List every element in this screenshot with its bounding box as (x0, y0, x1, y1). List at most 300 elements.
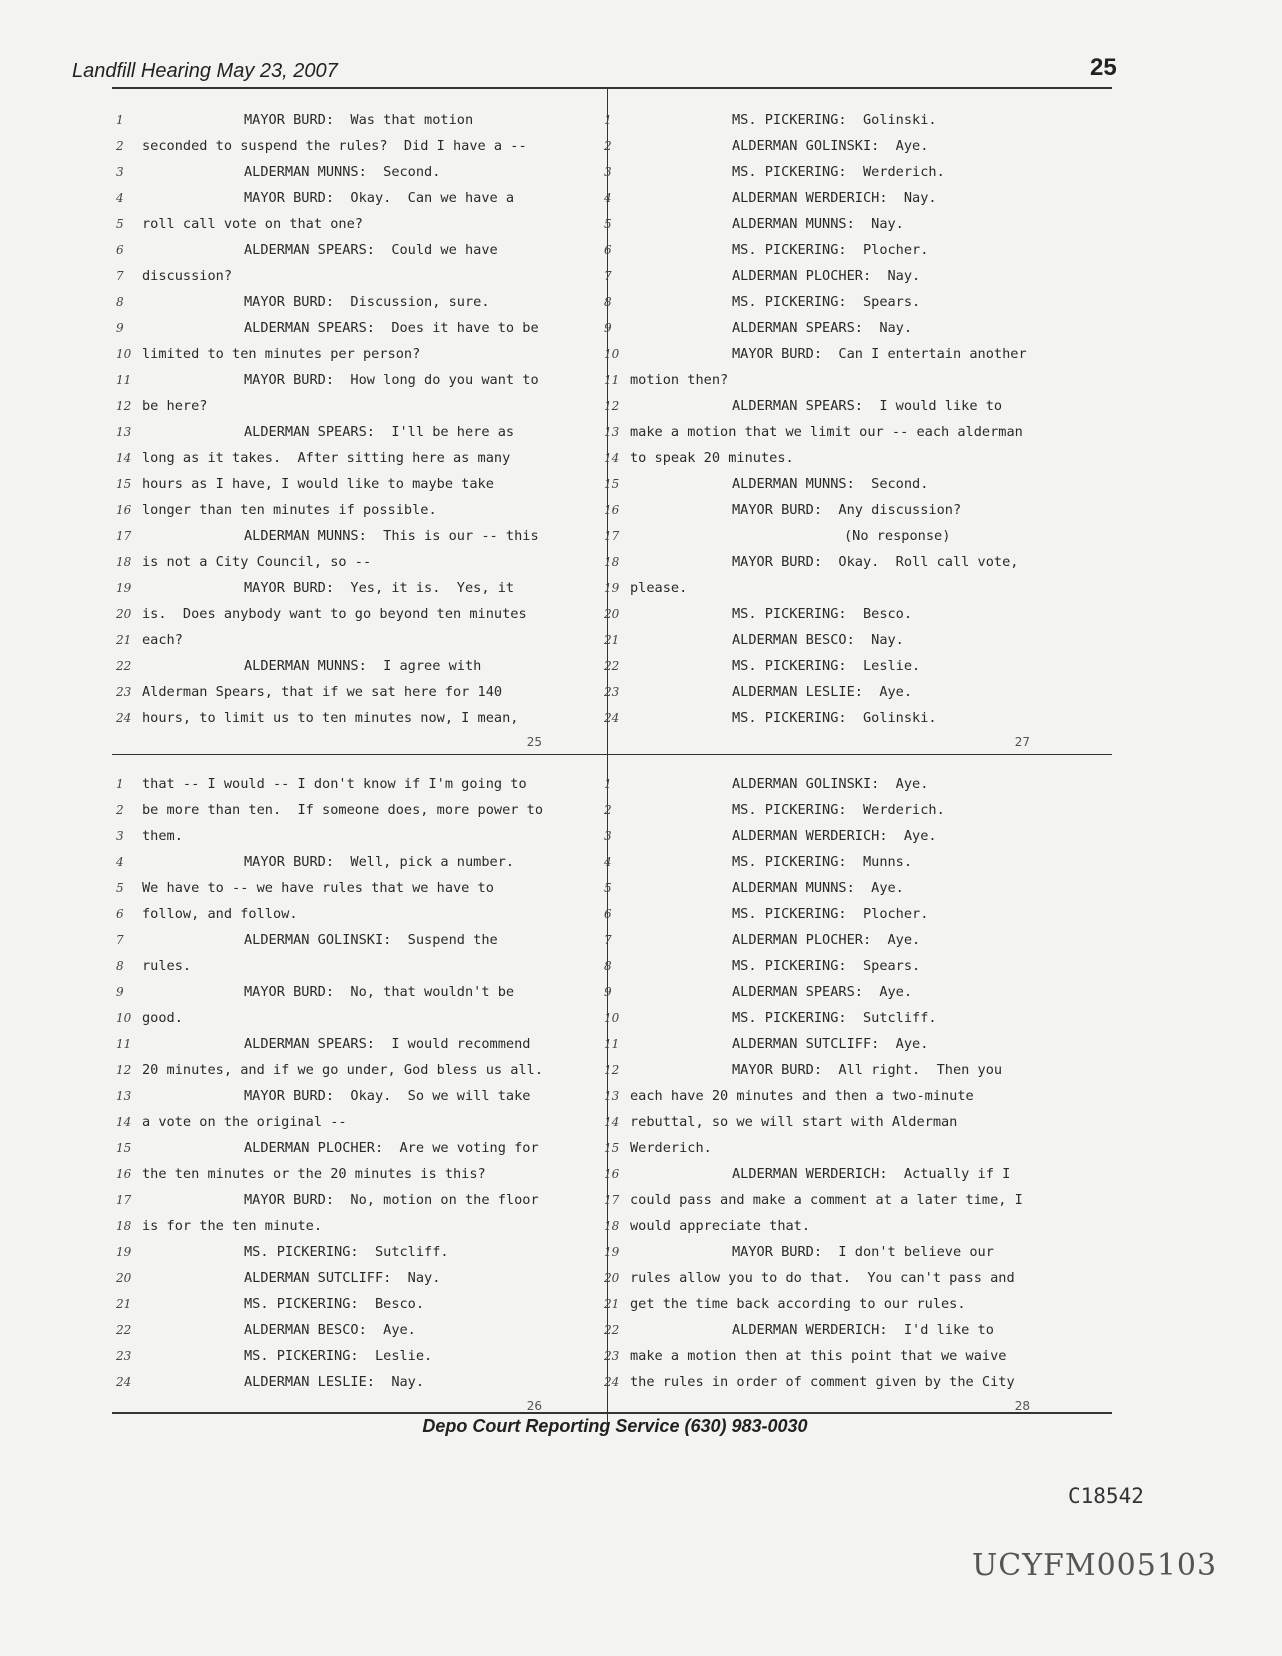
line-number: 24 (116, 711, 132, 725)
line-number: 20 (116, 607, 132, 621)
line-text: MAYOR BURD: How long do you want to (244, 372, 539, 388)
transcript-line (604, 875, 1034, 901)
transcript-line (116, 1031, 546, 1057)
line-text: is for the ten minute. (142, 1218, 323, 1234)
line-number: 9 (604, 321, 612, 335)
transcript-line (116, 875, 546, 901)
transcript-line (604, 1369, 1034, 1395)
line-text: discussion? (142, 268, 233, 284)
transcript-line (604, 549, 1034, 575)
line-text: MS. PICKERING: Werderich. (732, 802, 945, 818)
line-text: a vote on the original -- (142, 1114, 347, 1130)
line-text: MAYOR BURD: Yes, it is. Yes, it (244, 580, 515, 596)
transcript-line (604, 211, 1034, 237)
line-number: 1 (116, 113, 124, 127)
line-text: MAYOR BURD: I don't believe our (732, 1244, 994, 1260)
line-text: ALDERMAN SPEARS: I would recommend (244, 1036, 531, 1052)
line-number: 11 (116, 1037, 132, 1051)
line-number: 10 (116, 347, 132, 361)
transcript-line (604, 523, 1034, 549)
transcript-line (604, 575, 1034, 601)
transcript-line (116, 393, 546, 419)
transcript-line (116, 797, 546, 823)
transcript-line (116, 549, 546, 575)
transcript-line (116, 1005, 546, 1031)
line-number: 3 (604, 165, 612, 179)
line-text: Alderman Spears, that if we sat here for 140 (142, 684, 503, 700)
line-number: 2 (604, 139, 612, 153)
line-text: We have to -- we have rules that we have to (142, 880, 494, 896)
line-number: 2 (116, 803, 124, 817)
line-text: get the time back according to our rules. (630, 1296, 966, 1312)
line-text: the ten minutes or the 20 minutes is this? (142, 1166, 486, 1182)
transcript-line (116, 523, 546, 549)
row-divider (112, 754, 1112, 755)
line-number: 15 (604, 1141, 620, 1155)
transcript-line (604, 471, 1034, 497)
line-number: 1 (116, 777, 124, 791)
line-text: ALDERMAN PLOCHER: Are we voting for (244, 1140, 539, 1156)
line-text: ALDERMAN GOLINSKI: Suspend the (244, 932, 498, 948)
line-number: 18 (604, 555, 620, 569)
line-number: 3 (604, 829, 612, 843)
line-number: 8 (116, 959, 124, 973)
line-number: 2 (604, 803, 612, 817)
transcript-line (604, 1005, 1034, 1031)
transcript-line (604, 1161, 1034, 1187)
line-number: 13 (604, 425, 620, 439)
line-number: 6 (604, 243, 612, 257)
line-number: 22 (116, 659, 132, 673)
line-text: MAYOR BURD: Okay. Roll call vote, (732, 554, 1019, 570)
line-text: MS. PICKERING: Golinski. (732, 112, 937, 128)
transcript-line (604, 797, 1034, 823)
transcript-line (116, 1161, 546, 1187)
transcript-line (604, 497, 1034, 523)
line-text: (No response) (844, 528, 951, 544)
transcript-line (116, 445, 546, 471)
transcript-line (604, 1083, 1034, 1109)
line-text: ALDERMAN SUTCLIFF: Nay. (244, 1270, 441, 1286)
transcript-line (116, 849, 546, 875)
transcript-line (604, 1031, 1034, 1057)
transcript-line (116, 315, 546, 341)
line-text: MS. PICKERING: Spears. (732, 294, 921, 310)
line-text: MAYOR BURD: Any discussion? (732, 502, 962, 518)
transcript-line (116, 211, 546, 237)
transcript-page-number: 28 (1014, 1399, 1030, 1413)
line-number: 5 (604, 881, 612, 895)
transcript-line (116, 107, 546, 133)
line-number: 22 (604, 1323, 620, 1337)
line-text: ALDERMAN GOLINSKI: Aye. (732, 138, 929, 154)
line-number: 11 (604, 373, 620, 387)
transcript-page-number: 26 (526, 1399, 542, 1413)
transcript-line (116, 471, 546, 497)
court-reporter-footer: Depo Court Reporting Service (630) 983-0030 (422, 1416, 808, 1436)
line-text: hours, to limit us to ten minutes now, I mean, (142, 710, 519, 726)
line-text: ALDERMAN WERDERICH: Aye. (732, 828, 937, 844)
line-text: longer than ten minutes if possible. (142, 502, 437, 518)
line-number: 19 (604, 581, 620, 595)
line-number: 4 (604, 191, 612, 205)
line-text: ALDERMAN MUNNS: I agree with (244, 658, 482, 674)
transcript-line (604, 1291, 1034, 1317)
transcript-line (604, 315, 1034, 341)
header-rule (112, 87, 1112, 89)
line-text: MS. PICKERING: Sutcliff. (732, 1010, 937, 1026)
line-text: ALDERMAN WERDERICH: I'd like to (732, 1322, 994, 1338)
line-text: MS. PICKERING: Plocher. (732, 242, 929, 258)
transcript-line (116, 289, 546, 315)
line-text: ALDERMAN WERDERICH: Actually if I (732, 1166, 1011, 1182)
line-number: 19 (116, 581, 132, 595)
line-number: 18 (116, 1219, 132, 1233)
transcript-line (604, 979, 1034, 1005)
transcript-line (116, 705, 546, 731)
line-text: ALDERMAN SPEARS: Could we have (244, 242, 498, 258)
transcript-page-number: 27 (1014, 735, 1030, 749)
line-number: 2 (116, 139, 124, 153)
line-text: rebuttal, so we will start with Alderman (630, 1114, 958, 1130)
line-number: 16 (604, 503, 620, 517)
line-text: please. (630, 580, 688, 596)
line-text: is. Does anybody want to go beyond ten minutes (142, 606, 527, 622)
line-number: 1 (604, 113, 612, 127)
line-text: them. (142, 828, 183, 844)
transcript-line (116, 367, 546, 393)
line-number: 18 (604, 1219, 620, 1233)
transcript-page-number: 25 (526, 735, 542, 749)
line-text: could pass and make a comment at a later time, I (630, 1192, 1023, 1208)
transcript-line (604, 159, 1034, 185)
line-number: 6 (604, 907, 612, 921)
transcript-line (604, 1109, 1034, 1135)
line-number: 3 (116, 165, 124, 179)
line-text: ALDERMAN SPEARS: I would like to (732, 398, 1003, 414)
line-number: 16 (116, 1167, 132, 1181)
line-text: ALDERMAN SPEARS: I'll be here as (244, 424, 515, 440)
transcript-line (116, 1291, 546, 1317)
line-text: ALDERMAN BESCO: Nay. (732, 632, 904, 648)
transcript-line (116, 627, 546, 653)
line-text: ALDERMAN MUNNS: This is our -- this (244, 528, 539, 544)
transcript-line (604, 679, 1034, 705)
line-number: 24 (604, 711, 620, 725)
line-text: MS. PICKERING: Besco. (732, 606, 913, 622)
line-text: motion then? (630, 372, 729, 388)
transcript-line (116, 1369, 546, 1395)
transcript-line (116, 1343, 546, 1369)
bates-number-stamp: UCYFM005103 (972, 1548, 1218, 1583)
line-text: would appreciate that. (630, 1218, 811, 1234)
line-number: 7 (116, 269, 124, 283)
transcript-line (116, 1057, 546, 1083)
transcript-line (116, 185, 546, 211)
transcript-line (116, 1265, 546, 1291)
transcript-line (116, 653, 546, 679)
line-number: 23 (604, 685, 620, 699)
transcript-line (116, 237, 546, 263)
line-text: ALDERMAN WERDERICH: Nay. (732, 190, 937, 206)
line-text: MS. PICKERING: Werderich. (732, 164, 945, 180)
transcript-page-27 (604, 107, 1034, 753)
transcript-line (604, 1057, 1034, 1083)
line-number: 21 (604, 633, 620, 647)
line-number: 14 (604, 451, 620, 465)
document-title: Landfill Hearing May 23, 2007 (72, 60, 338, 82)
line-text: Werderich. (630, 1140, 712, 1156)
line-text: ALDERMAN SPEARS: Does it have to be (244, 320, 539, 336)
transcript-page-25 (116, 107, 546, 753)
transcript-line (604, 289, 1034, 315)
transcript-line (604, 901, 1034, 927)
line-number: 23 (116, 1349, 132, 1363)
line-number: 12 (604, 1063, 620, 1077)
line-number: 9 (116, 985, 124, 999)
line-number: 15 (116, 1141, 132, 1155)
transcript-line (116, 679, 546, 705)
line-text: the rules in order of comment given by the City (630, 1374, 1015, 1390)
line-text: make a motion that we limit our -- each alderman (630, 424, 1023, 440)
transcript-line (116, 771, 546, 797)
line-text: MAYOR BURD: Can I entertain another (732, 346, 1027, 362)
transcript-line (604, 263, 1034, 289)
line-number: 22 (604, 659, 620, 673)
transcript-line (604, 107, 1034, 133)
line-text: ALDERMAN MUNNS: Aye. (732, 880, 904, 896)
line-text: limited to ten minutes per person? (142, 346, 421, 362)
line-number: 6 (116, 243, 124, 257)
transcript-line (604, 627, 1034, 653)
line-number: 6 (116, 907, 124, 921)
transcript-line (604, 771, 1034, 797)
line-number: 13 (116, 1089, 132, 1103)
line-number: 19 (604, 1245, 620, 1259)
transcript-line (604, 849, 1034, 875)
line-text: MS. PICKERING: Sutcliff. (244, 1244, 449, 1260)
line-text: MS. PICKERING: Munns. (732, 854, 913, 870)
line-number: 11 (116, 373, 132, 387)
line-text: roll call vote on that one? (142, 216, 363, 232)
line-text: MS. PICKERING: Leslie. (244, 1348, 433, 1364)
transcript-line (604, 1265, 1034, 1291)
line-number: 7 (116, 933, 124, 947)
line-number: 7 (604, 933, 612, 947)
transcript-line (116, 1187, 546, 1213)
line-number: 17 (604, 1193, 620, 1207)
line-number: 4 (604, 855, 612, 869)
line-text: ALDERMAN SPEARS: Nay. (732, 320, 913, 336)
line-text: MS. PICKERING: Spears. (732, 958, 921, 974)
line-text: MAYOR BURD: No, that wouldn't be (244, 984, 515, 1000)
transcript-line (116, 979, 546, 1005)
line-text: MAYOR BURD: Discussion, sure. (244, 294, 490, 310)
line-text: to speak 20 minutes. (630, 450, 794, 466)
line-number: 13 (116, 425, 132, 439)
line-text: ALDERMAN MUNNS: Second. (244, 164, 441, 180)
line-text: ALDERMAN BESCO: Aye. (244, 1322, 416, 1338)
transcript-line (604, 419, 1034, 445)
line-number: 16 (116, 503, 132, 517)
transcript-line (116, 1239, 546, 1265)
transcript-line (116, 1317, 546, 1343)
line-text: ALDERMAN SUTCLIFF: Aye. (732, 1036, 929, 1052)
line-number: 20 (604, 1271, 620, 1285)
line-number: 21 (116, 1297, 132, 1311)
line-text: be here? (142, 398, 208, 414)
line-text: hours as I have, I would like to maybe take (142, 476, 494, 492)
transcript-line (116, 953, 546, 979)
transcript-page-28 (604, 771, 1034, 1417)
line-number: 16 (604, 1167, 620, 1181)
transcript-line (116, 497, 546, 523)
line-number: 14 (116, 1115, 132, 1129)
transcript-line (116, 601, 546, 627)
transcript-line (604, 823, 1034, 849)
transcript-line (604, 1213, 1034, 1239)
transcript-line (116, 341, 546, 367)
line-number: 17 (604, 529, 620, 543)
transcript-line (116, 263, 546, 289)
line-text: MS. PICKERING: Leslie. (732, 658, 921, 674)
line-number: 21 (604, 1297, 620, 1311)
line-text: each have 20 minutes and then a two-minute (630, 1088, 974, 1104)
line-number: 20 (116, 1271, 132, 1285)
transcript-line (604, 1317, 1034, 1343)
line-number: 15 (604, 477, 620, 491)
transcript-line (116, 1213, 546, 1239)
line-number: 21 (116, 633, 132, 647)
line-text: ALDERMAN LESLIE: Aye. (732, 684, 913, 700)
line-text: ALDERMAN LESLIE: Nay. (244, 1374, 425, 1390)
line-text: seconded to suspend the rules? Did I have a -- (142, 138, 527, 154)
transcript-line (116, 419, 546, 445)
line-number: 9 (604, 985, 612, 999)
line-number: 15 (116, 477, 132, 491)
line-number: 1 (604, 777, 612, 791)
line-number: 8 (604, 295, 612, 309)
line-number: 3 (116, 829, 124, 843)
transcript-line (604, 1135, 1034, 1161)
line-text: ALDERMAN PLOCHER: Aye. (732, 932, 921, 948)
line-number: 19 (116, 1245, 132, 1259)
transcript-page-26 (116, 771, 546, 1417)
line-text: MAYOR BURD: Okay. Can we have a (244, 190, 515, 206)
line-text: long as it takes. After sitting here as many (142, 450, 511, 466)
line-text: MS. PICKERING: Besco. (244, 1296, 425, 1312)
line-number: 12 (116, 399, 132, 413)
transcript-line (604, 341, 1034, 367)
line-number: 22 (116, 1323, 132, 1337)
transcript-line (604, 393, 1034, 419)
line-number: 12 (116, 1063, 132, 1077)
line-number: 12 (604, 399, 620, 413)
line-number: 20 (604, 607, 620, 621)
line-number: 18 (116, 555, 132, 569)
control-number-stamp: C18542 (1068, 1484, 1144, 1508)
transcript-line (116, 575, 546, 601)
transcript-line (604, 445, 1034, 471)
transcript-line (604, 1187, 1034, 1213)
line-text: MAYOR BURD: Was that motion (244, 112, 474, 128)
transcript-line (116, 823, 546, 849)
transcript-line (116, 1109, 546, 1135)
line-number: 10 (604, 1011, 620, 1025)
transcript-line (604, 185, 1034, 211)
header-page-number: 25 (1090, 54, 1117, 81)
transcript-line (604, 953, 1034, 979)
line-text: be more than ten. If someone does, more power to (142, 802, 544, 818)
line-text: is not a City Council, so -- (142, 554, 372, 570)
line-text: good. (142, 1010, 183, 1026)
line-text: ALDERMAN GOLINSKI: Aye. (732, 776, 929, 792)
line-number: 24 (116, 1375, 132, 1389)
line-text: make a motion then at this point that we waive (630, 1348, 1007, 1364)
transcript-line (604, 653, 1034, 679)
transcript-line (116, 159, 546, 185)
transcript-line (116, 133, 546, 159)
transcript-line (116, 1083, 546, 1109)
transcript-line (604, 601, 1034, 627)
line-number: 14 (604, 1115, 620, 1129)
line-number: 10 (116, 1011, 132, 1025)
line-text: rules. (142, 958, 192, 974)
line-text: MAYOR BURD: No, motion on the floor (244, 1192, 539, 1208)
line-text: MS. PICKERING: Golinski. (732, 710, 937, 726)
transcript-line (116, 901, 546, 927)
line-number: 10 (604, 347, 620, 361)
line-number: 4 (116, 191, 124, 205)
transcript-line (604, 705, 1034, 731)
transcript-line (604, 367, 1034, 393)
line-number: 5 (116, 881, 124, 895)
line-text: each? (142, 632, 183, 648)
line-number: 17 (116, 1193, 132, 1207)
line-text: follow, and follow. (142, 906, 298, 922)
line-number: 7 (604, 269, 612, 283)
line-number: 9 (116, 321, 124, 335)
line-number: 14 (116, 451, 132, 465)
line-text: ALDERMAN MUNNS: Nay. (732, 216, 904, 232)
line-number: 5 (604, 217, 612, 231)
line-text: ALDERMAN SPEARS: Aye. (732, 984, 913, 1000)
line-number: 23 (604, 1349, 620, 1363)
line-text: MAYOR BURD: All right. Then you (732, 1062, 1003, 1078)
line-text: MAYOR BURD: Okay. So we will take (244, 1088, 531, 1104)
transcript-line (604, 1239, 1034, 1265)
transcript-line (604, 237, 1034, 263)
transcript-line (116, 1135, 546, 1161)
transcript-line (604, 927, 1034, 953)
line-number: 8 (116, 295, 124, 309)
transcript-line (116, 927, 546, 953)
line-number: 8 (604, 959, 612, 973)
transcript-line (604, 1343, 1034, 1369)
line-number: 23 (116, 685, 132, 699)
line-text: MAYOR BURD: Well, pick a number. (244, 854, 515, 870)
line-number: 17 (116, 529, 132, 543)
line-text: ALDERMAN MUNNS: Second. (732, 476, 929, 492)
line-text: rules allow you to do that. You can't pass and (630, 1270, 1015, 1286)
line-number: 13 (604, 1089, 620, 1103)
line-text: that -- I would -- I don't know if I'm going to (142, 776, 527, 792)
line-text: MS. PICKERING: Plocher. (732, 906, 929, 922)
line-number: 5 (116, 217, 124, 231)
transcript-line (604, 133, 1034, 159)
line-number: 4 (116, 855, 124, 869)
line-text: 20 minutes, and if we go under, God bless us all. (142, 1062, 544, 1078)
